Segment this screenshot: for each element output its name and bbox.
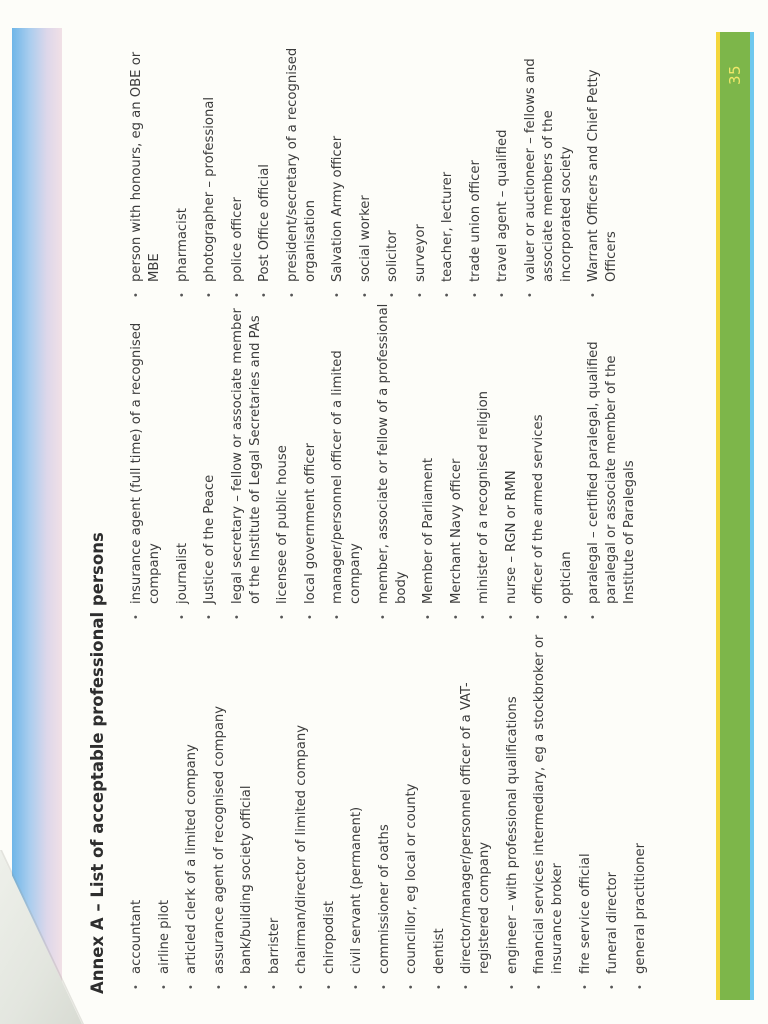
list-item-text: minister of a recognised religion xyxy=(476,390,491,604)
bullet-icon: • xyxy=(406,984,417,990)
list-item xyxy=(229,300,265,620)
list-item-text: president/secretary of a recognised organisation xyxy=(284,47,318,282)
list-item xyxy=(211,620,229,990)
bullet-icon: • xyxy=(131,614,142,620)
bullet-icon: • xyxy=(332,614,343,620)
bullet-icon: • xyxy=(442,292,453,298)
list-item xyxy=(376,620,394,990)
bullet-icon: • xyxy=(423,614,434,620)
list-item-text: dentist xyxy=(431,928,447,974)
bullet-icon: • xyxy=(231,292,243,298)
list-item-text: airline pilot xyxy=(156,899,172,974)
list-item xyxy=(128,300,164,620)
list-item-text: Post Office official xyxy=(257,164,272,282)
list-item-text: Member of Parliament xyxy=(421,457,436,604)
list-item xyxy=(530,300,548,620)
list-item-text: member, associate or fellow of a professional body xyxy=(375,303,409,604)
bullet-icon: • xyxy=(378,984,390,990)
list-item-text: nurse – RGN or RMN xyxy=(503,470,519,604)
list-item xyxy=(256,28,274,298)
list-item-text: surveyor xyxy=(412,224,428,282)
list-item xyxy=(329,28,347,298)
list-item-text: teacher, lecturer xyxy=(440,171,455,282)
bullet-icon: • xyxy=(450,614,462,620)
bullet-icon: • xyxy=(304,614,316,620)
list-item-text: manager/personnel officer of a limited company xyxy=(330,350,363,604)
list-item-text: civil servant (permanent) xyxy=(349,806,364,974)
bullet-icon: • xyxy=(268,984,280,990)
bullet-icon: • xyxy=(461,984,472,990)
list-item xyxy=(558,300,576,620)
list-item-text: insurance agent (full time) of a recognised company xyxy=(129,322,162,604)
bullet-icon: • xyxy=(231,614,243,620)
list-item xyxy=(229,28,247,298)
list-item xyxy=(585,28,621,298)
list-item xyxy=(128,620,146,990)
list-item xyxy=(375,300,411,620)
bullet-icon: • xyxy=(607,984,618,990)
list-item xyxy=(412,28,430,298)
list-item-text: assurance agent of recognised company xyxy=(211,705,227,974)
list-item-text: councillor, eg local or county xyxy=(404,783,419,974)
bullet-icon: • xyxy=(213,984,225,990)
list-item-text: licensee of public house xyxy=(275,445,290,604)
list-item-text: director/manager/personnel officer of a VAT-registered company xyxy=(459,682,492,974)
bullet-icon: • xyxy=(296,984,307,990)
list-item xyxy=(448,300,466,620)
bullet-icon: • xyxy=(588,292,599,298)
professions-list-column-2 xyxy=(128,300,649,620)
list-item xyxy=(384,28,402,298)
list-item xyxy=(420,300,438,620)
list-item xyxy=(329,300,365,620)
bullet-icon: • xyxy=(469,292,481,298)
bullet-icon: • xyxy=(176,614,188,620)
list-item xyxy=(494,28,512,298)
list-item-text: chairman/director of limited company xyxy=(294,724,309,974)
list-item xyxy=(274,300,292,620)
list-item xyxy=(604,620,622,990)
bullet-icon: • xyxy=(323,984,335,990)
page-number: 35 xyxy=(726,64,744,86)
bullet-icon: • xyxy=(414,292,426,298)
list-item-text: general practitioner xyxy=(632,842,648,974)
list-item xyxy=(577,620,595,990)
list-item-text: funeral director xyxy=(605,871,620,974)
list-item xyxy=(321,620,339,990)
list-item-text: legal secretary – fellow or associate member of the Institute of Legal Secretaries and PAs xyxy=(229,308,263,604)
list-item-text: photographer – professional xyxy=(202,96,217,282)
list-item xyxy=(284,28,320,298)
list-item xyxy=(128,28,164,298)
list-item xyxy=(522,28,576,298)
list-item-text: optician xyxy=(558,551,574,604)
bullet-icon: • xyxy=(534,984,545,990)
list-item xyxy=(174,300,192,620)
list-item-text: social worker xyxy=(357,195,373,282)
list-item xyxy=(504,620,522,990)
bullet-icon: • xyxy=(158,984,170,990)
bullet-icon: • xyxy=(131,292,142,298)
professions-list-column-1 xyxy=(128,620,659,990)
bullet-icon: • xyxy=(478,614,489,620)
list-item-text: valuer or auctioneer – fellows and associate members of the incorporated society xyxy=(522,58,574,282)
page-title: Annex A – List of acceptable professional persons xyxy=(88,532,107,994)
list-item-text: Merchant Navy officer xyxy=(448,458,464,604)
list-item-text: financial services intermediary, eg a stockbroker or insurance broker xyxy=(532,634,565,974)
list-item xyxy=(266,620,284,990)
bullet-icon: • xyxy=(524,292,536,298)
list-item xyxy=(238,620,256,990)
list-item-text: Warrant Officers and Chief Petty Officers xyxy=(586,69,619,282)
list-item xyxy=(174,28,192,298)
list-item-text: articled clerk of a limited company xyxy=(184,744,199,974)
bullet-icon: • xyxy=(579,984,591,990)
list-item xyxy=(183,620,201,990)
list-item-text: paralegal – certified paralegal, qualified paralegal or associate member of the Institute of Paralegals xyxy=(586,341,637,604)
list-item xyxy=(475,300,493,620)
list-item-text: travel agent – qualified xyxy=(495,129,510,282)
list-item-text: barrister xyxy=(266,917,282,974)
list-item xyxy=(201,28,219,298)
list-item xyxy=(156,620,174,990)
list-item xyxy=(302,300,320,620)
list-item-text: trade union officer xyxy=(467,160,483,282)
bullet-icon: • xyxy=(332,292,343,298)
bullet-icon: • xyxy=(497,292,508,298)
list-item xyxy=(431,620,449,990)
bullet-icon: • xyxy=(351,984,362,990)
list-item xyxy=(458,620,494,990)
bullet-icon: • xyxy=(277,614,288,620)
bullet-icon: • xyxy=(505,614,517,620)
list-item-text: Salvation Army officer xyxy=(330,135,345,282)
list-item-text: commissioner of oaths xyxy=(376,824,392,974)
list-item xyxy=(348,620,366,990)
bullet-icon: • xyxy=(533,614,544,620)
bullet-icon: • xyxy=(204,614,215,620)
professions-list-column-3 xyxy=(128,28,631,298)
list-item-text: local government officer xyxy=(302,442,318,604)
list-item-text: police officer xyxy=(229,197,245,282)
list-item-text: pharmacist xyxy=(174,208,190,282)
bullet-icon: • xyxy=(131,984,142,990)
list-item-text: Justice of the Peace xyxy=(202,474,217,604)
list-item xyxy=(467,28,485,298)
list-item xyxy=(403,620,421,990)
list-item xyxy=(503,300,521,620)
list-item xyxy=(201,300,219,620)
bullet-icon: • xyxy=(433,984,445,990)
list-item xyxy=(632,620,650,990)
bullet-icon: • xyxy=(634,984,646,990)
list-item xyxy=(357,28,375,298)
list-item xyxy=(439,28,457,298)
list-item xyxy=(293,620,311,990)
bullet-icon: • xyxy=(186,984,197,990)
list-item-text: engineer – with professional qualifications xyxy=(504,696,520,974)
bullet-icon: • xyxy=(241,984,252,990)
list-item-text: chiropodist xyxy=(321,901,337,974)
bullet-icon: • xyxy=(286,292,298,298)
bullet-icon: • xyxy=(387,292,398,298)
bullet-icon: • xyxy=(359,292,371,298)
bullet-icon: • xyxy=(259,292,270,298)
list-item-text: person with honours, eg an OBE or MBE xyxy=(129,51,162,282)
list-item xyxy=(531,620,567,990)
list-item-text: bank/building society official xyxy=(239,785,254,974)
list-item xyxy=(585,300,639,620)
list-item-text: fire service official xyxy=(577,853,593,974)
bullet-icon: • xyxy=(176,292,188,298)
list-item-text: journalist xyxy=(174,542,190,604)
bullet-icon: • xyxy=(377,614,389,620)
list-item-text: officer of the armed services xyxy=(531,414,546,604)
list-item-text: accountant xyxy=(129,899,144,974)
bullet-icon: • xyxy=(560,614,572,620)
bullet-icon: • xyxy=(506,984,518,990)
bullet-icon: • xyxy=(588,614,599,620)
list-item-text: solicitor xyxy=(385,230,400,282)
bullet-icon: • xyxy=(204,292,215,298)
